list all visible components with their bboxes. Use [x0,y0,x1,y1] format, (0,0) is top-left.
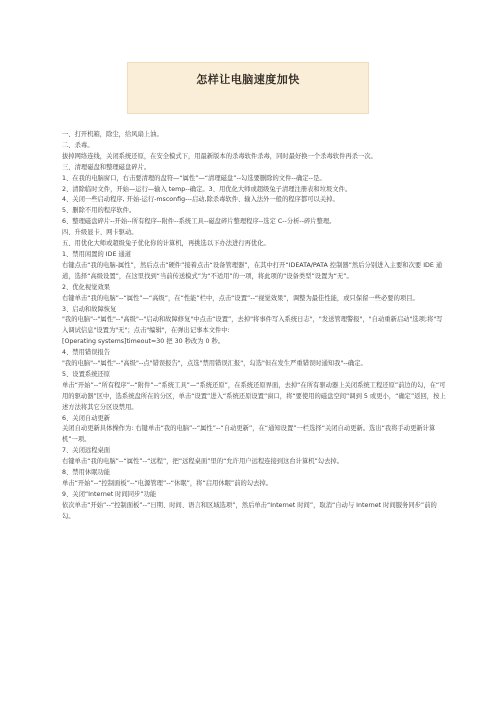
title-banner [127,62,369,114]
paragraph: 3、启动和故障恢复 [62,305,117,313]
paragraph: 一、打开机箱，除尘，给风扇上油。 [62,131,163,138]
paragraph: 右键单击“我的电脑”--“属性”—“高级”，在“性能”栏中，点击“设置”--“视觉效果”，调整为最佳性能，或只保留一些必要的项目。 [62,294,419,302]
paragraph: 2、优化视觉效果 [62,283,111,291]
paragraph: [Operating systems]timeout=30 把 30 秒改为 0 秒。 [62,338,225,346]
paragraph: 5、删除不用的程序软件。 [62,207,136,215]
paragraph: 1、在我的电脑窗口，右击要清理的盘符—“属性”—“清理磁盘”--勾选要删除的文件--确定--是。 [62,174,326,182]
paragraph: 4、关闭一些启动程序, 开始-运行-msconfig---启动,除杀毒软件、输入法外一般的程序都可以关掉。 [62,196,339,204]
paragraph: 单击“开始”--“控制面板”--“电源管理”--“休眠”，将“启用休眠”前的勾去掉。 [62,480,272,487]
paragraph: 四、升级显卡、网卡驱动。 [62,229,138,237]
paragraph: 8、禁用休眠功能 [62,469,111,477]
document-title: 怎样让电脑速度加快 [196,74,300,86]
document-body [62,130,448,523]
paragraph: 关闭自动更新具体操作为: 右键单击“我的电脑”--“属性”--“自动更新”，在“通知设置”一栏选择“关闭自动更新。选出“我将手动更新计算机”一项。 [62,425,436,444]
paragraph: "我的电脑"--"属性"--"高级"--点"错误报告"，点选"禁用错误汇报"，勾选"但在发生严重错误时通知我"--确定。 [62,360,367,368]
paragraph: 9、关闭“Internet 时间同步”功能 [62,490,157,498]
paragraph: 五、用优化大师或超级兔子优化你的计算机，再挑选以下办法进行再优化。 [62,240,270,248]
paragraph: 单击“开始”--“所有程序”--“附件”--“系统工具”—“系统还原”，在系统还原界面，去掉“在所有驱动器上关闭系统工程还原”前边的勾，在“可用的驱动器”区中，选系统盘所在的分区，单击“设置”进入“系统还原设置”窗口，将“要使用的磁盘空间”调到 5 或更小，“确定”返回，按上述方法将其它分区设禁用。 [62,381,446,411]
paragraph: 7、关闭远程桌面 [62,447,111,455]
paragraph: 依次单击“开始”--“控制面板”--“日期、时间、语言和区域选项”，然后单击“Internet 时间”，取消“自动与 Internet 时间服务同步”前的勾。 [62,501,437,520]
paragraph: 6、整理磁盘碎片--开始--所有程序--附件--系统工具--磁盘碎片整理程序--选定 C--分析--碎片整理。 [62,218,336,226]
paragraph: 三、清理磁盘和整理磁盘碎片。 [62,163,151,171]
paragraph: 6、关闭自动更新 [62,414,111,422]
paragraph: 右键点击“我的电脑-属性”，然后点击“硬件”接着点击“设备管理器”，在其中打开“IDEATA/PATA 控制器”然后分别进入主要和次要 IDE 通道，选择“高级设置”，在这里找到“当前传送模式”为“不适用”的一项，将此项的“设备类型”设置为“无”。 [62,261,443,280]
paragraph: 5、设置系统还原 [62,370,111,378]
paragraph: 2、清除临时文件，开始—运行—输入 temp--确定。3、用优化大师或超级兔子清理注册表和垃圾文件。 [62,185,352,193]
paragraph: 4、禁用错误报告 [62,349,111,357]
paragraph: 二、杀毒。 [62,141,94,149]
paragraph: 1、禁用闲置的 IDE 通道 [62,250,132,258]
paragraph: 拔掉网络连线，关闭系统还原，在安全模式下，用最新版本的杀毒软件杀毒，同时最好换一个杀毒软件再杀一次。 [62,152,377,160]
paragraph: "我的电脑"--"属性"--"高级"--"启动和故障修复"中点击“设置”，去掉"将事件写入系统日志"，"发送管理警报"，"自动重新启动"选项;将"写入调试信息"设置为"无"；点击"编辑"，在弹出记事本文件中: [62,316,443,335]
paragraph: 右键单击“我的电脑”--“属性”--“远程”，把“远程桌面”里的“允许用户远程连接到这台计算机”勾去掉。 [62,458,343,466]
